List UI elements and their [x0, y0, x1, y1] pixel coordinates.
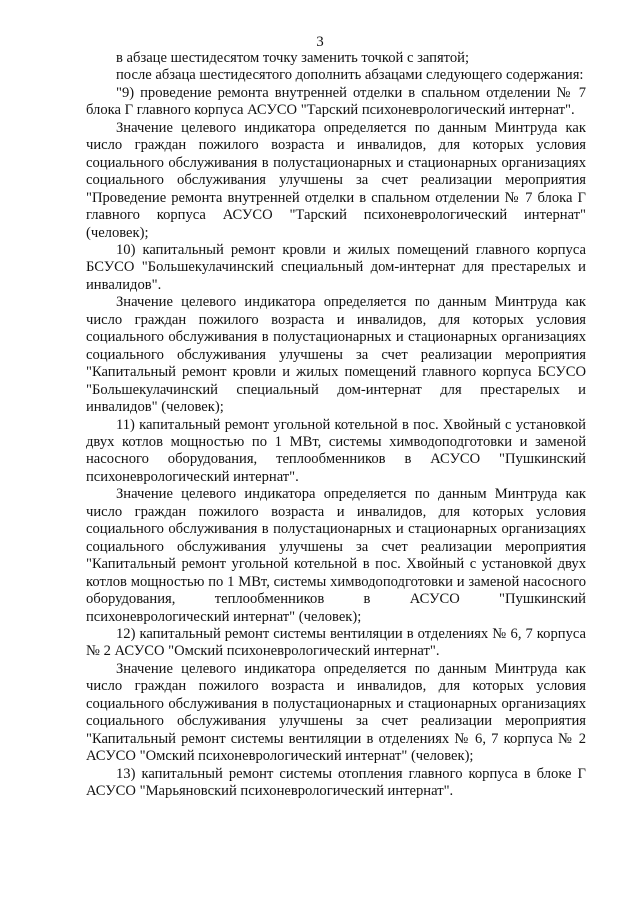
paragraph: после абзаца шестидесятого дополнить абзацами следующего содержания: [116, 67, 584, 84]
paragraph: "9) проведение ремонта внутренней отделки в спальном отделении № 7 блока Г главного корпуса АСУСО "Тарский психоневрологический интернат". [86, 84, 586, 119]
paragraph: 10) капитальный ремонт кровли и жилых помещений главного корпуса БСУСО "Большекулачинский специальный дом-интернат для престарелых и инвалидов". [86, 241, 586, 293]
paragraph: Значение целевого индикатора определяется по данным Минтруда как число граждан пожилого возраста и инвалидов, для которых условия социального обслуживания в полустационарных и стационарных организациях социального обслуживания улучшены за счет реализации мероприятия "Проведение ремонта внутренней отделки в спальном отделении № 7 блока Г главного корпуса АСУСО "Тарский психоневрологический интернат" (человек); [86, 119, 586, 241]
document-body [86, 50, 586, 800]
paragraph: 12) капитальный ремонт системы вентиляции в отделениях № 6, 7 корпуса № 2 АСУСО "Омский психоневрологический интернат". [86, 625, 586, 660]
page-number: 3 [316, 34, 324, 50]
paragraph: Значение целевого индикатора определяется по данным Минтруда как число граждан пожилого возраста и инвалидов, для которых условия социального обслуживания в полустационарных и стационарных организациях социального обслуживания улучшены за счет реализации мероприятия "Капитальный ремонт системы вентиляции в отделениях № 6, 7 корпуса № 2 АСУСО "Омский психоневрологический интернат" (человек); [86, 660, 586, 765]
paragraph: Значение целевого индикатора определяется по данным Минтруда как число граждан пожилого возраста и инвалидов, для которых условия социального обслуживания в полустационарных и стационарных организациях социального обслуживания улучшены за счет реализации мероприятия "Капитальный ремонт кровли и жилых помещений главного корпуса БСУСО "Большекулачинский специальный дом-интернат для престарелых и инвалидов" (человек); [86, 294, 586, 416]
paragraph: 11) капитальный ремонт угольной котельной в пос. Хвойный с установкой двух котлов мощностью по 1 МВт, системы химводоподготовки и заменой насосного оборудования, теплообменников в АСУСО "Пушкинский психоневрологический интернат". [86, 416, 586, 485]
paragraph: 13) капитальный ремонт системы отопления главного корпуса в блоке Г АСУСО "Марьяновский психоневрологический интернат". [86, 765, 586, 800]
paragraph: в абзаце шестидесятом точку заменить точкой с запятой; [116, 50, 470, 66]
paragraph: Значение целевого индикатора определяется по данным Минтруда как число граждан пожилого возраста и инвалидов, для которых условия социального обслуживания в полустационарных и стационарных организациях социального обслуживания улучшены за счет реализации мероприятия "Капитальный ремонт угольной котельной в пос. Хвойный с установкой двух котлов мощностью по 1 МВт, системы химводоподготовки и заменой насосного оборудования, теплообменников в АСУСО "Пушкинский психоневрологический интернат" (человек); [86, 486, 586, 625]
